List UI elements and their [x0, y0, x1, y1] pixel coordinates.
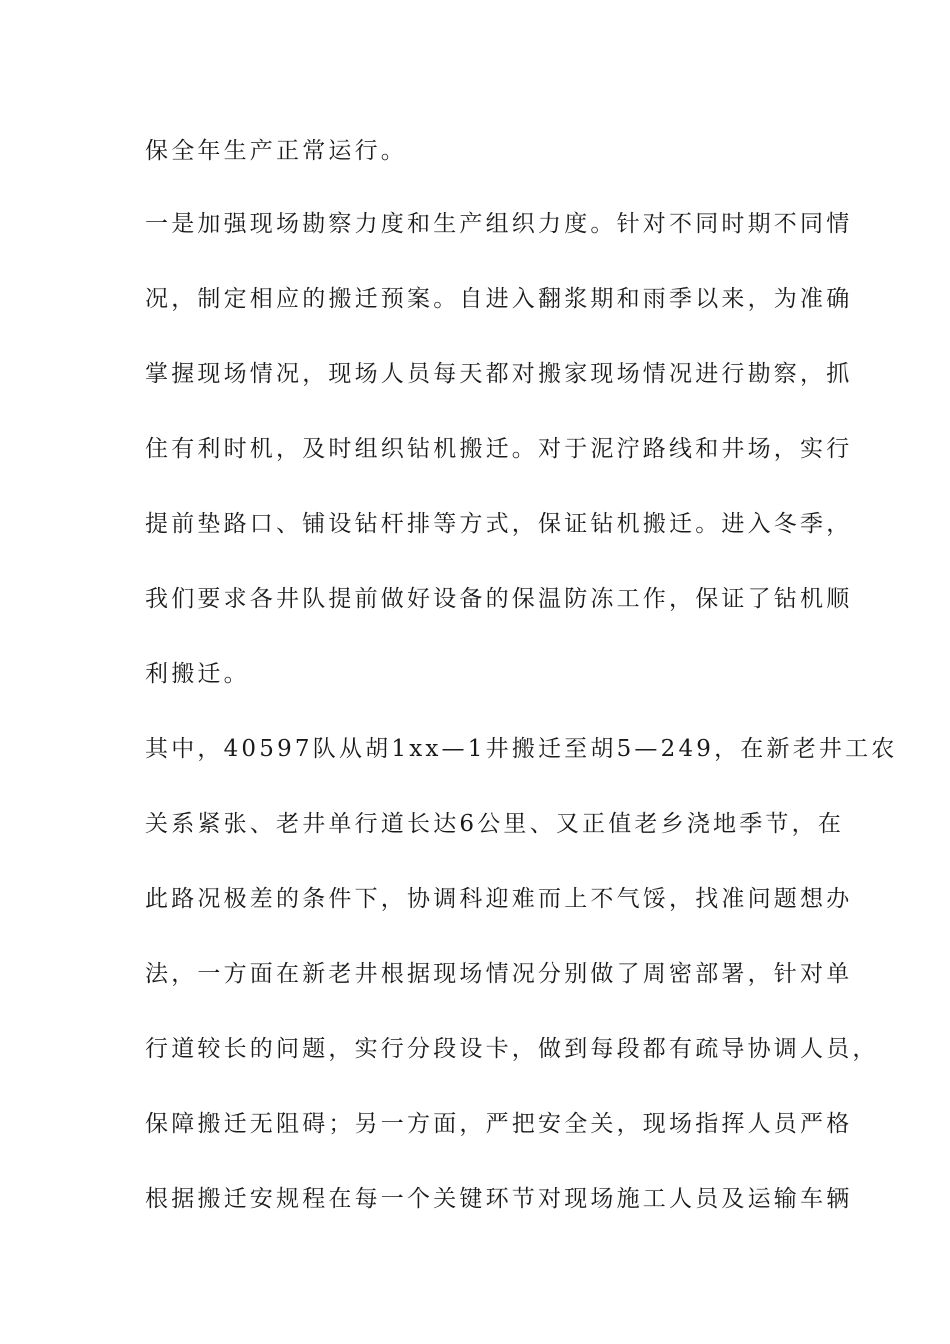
text-line: 关系紧张、老井单行道长达6公里、又正值老乡浇地季节，在	[145, 811, 845, 837]
text-line: 行道较长的问题，实行分段设卡，做到每段都有疏导协调人员，	[145, 1036, 879, 1062]
text-line: 此路况极差的条件下，协调科迎难而上不气馁，找准问题想办	[145, 886, 853, 912]
text-line: 根据搬迁安规程在每一个关键环节对现场施工人员及运输车辆	[145, 1186, 853, 1212]
text-line: 掌握现场情况，现场人员每天都对搬家现场情况进行勘察，抓	[145, 361, 853, 387]
text-line: 住有利时机，及时组织钻机搬迁。对于泥泞路线和井场，实行	[145, 436, 853, 462]
text-line: 提前垫路口、铺设钻杆排等方式，保证钻机搬迁。进入冬季，	[145, 511, 853, 537]
text-line: 其中，40597队从胡1xx—1井搬迁至胡5—249，在新老井工农	[145, 736, 898, 762]
text-line: 保障搬迁无阻碍；另一方面，严把安全关，现场指挥人员严格	[145, 1111, 853, 1137]
text-line: 我们要求各井队提前做好设备的保温防冻工作，保证了钻机顺	[145, 586, 853, 612]
text-line: 保全年生产正常运行。	[145, 138, 407, 164]
text-line: 法，一方面在新老井根据现场情况分别做了周密部署，针对单	[145, 961, 853, 987]
text-line: 利搬迁。	[145, 661, 250, 687]
text-line: 况，制定相应的搬迁预案。自进入翻浆期和雨季以来，为准确	[145, 286, 853, 312]
text-line: 一是加强现场勘察力度和生产组织力度。针对不同时期不同情	[145, 211, 853, 237]
